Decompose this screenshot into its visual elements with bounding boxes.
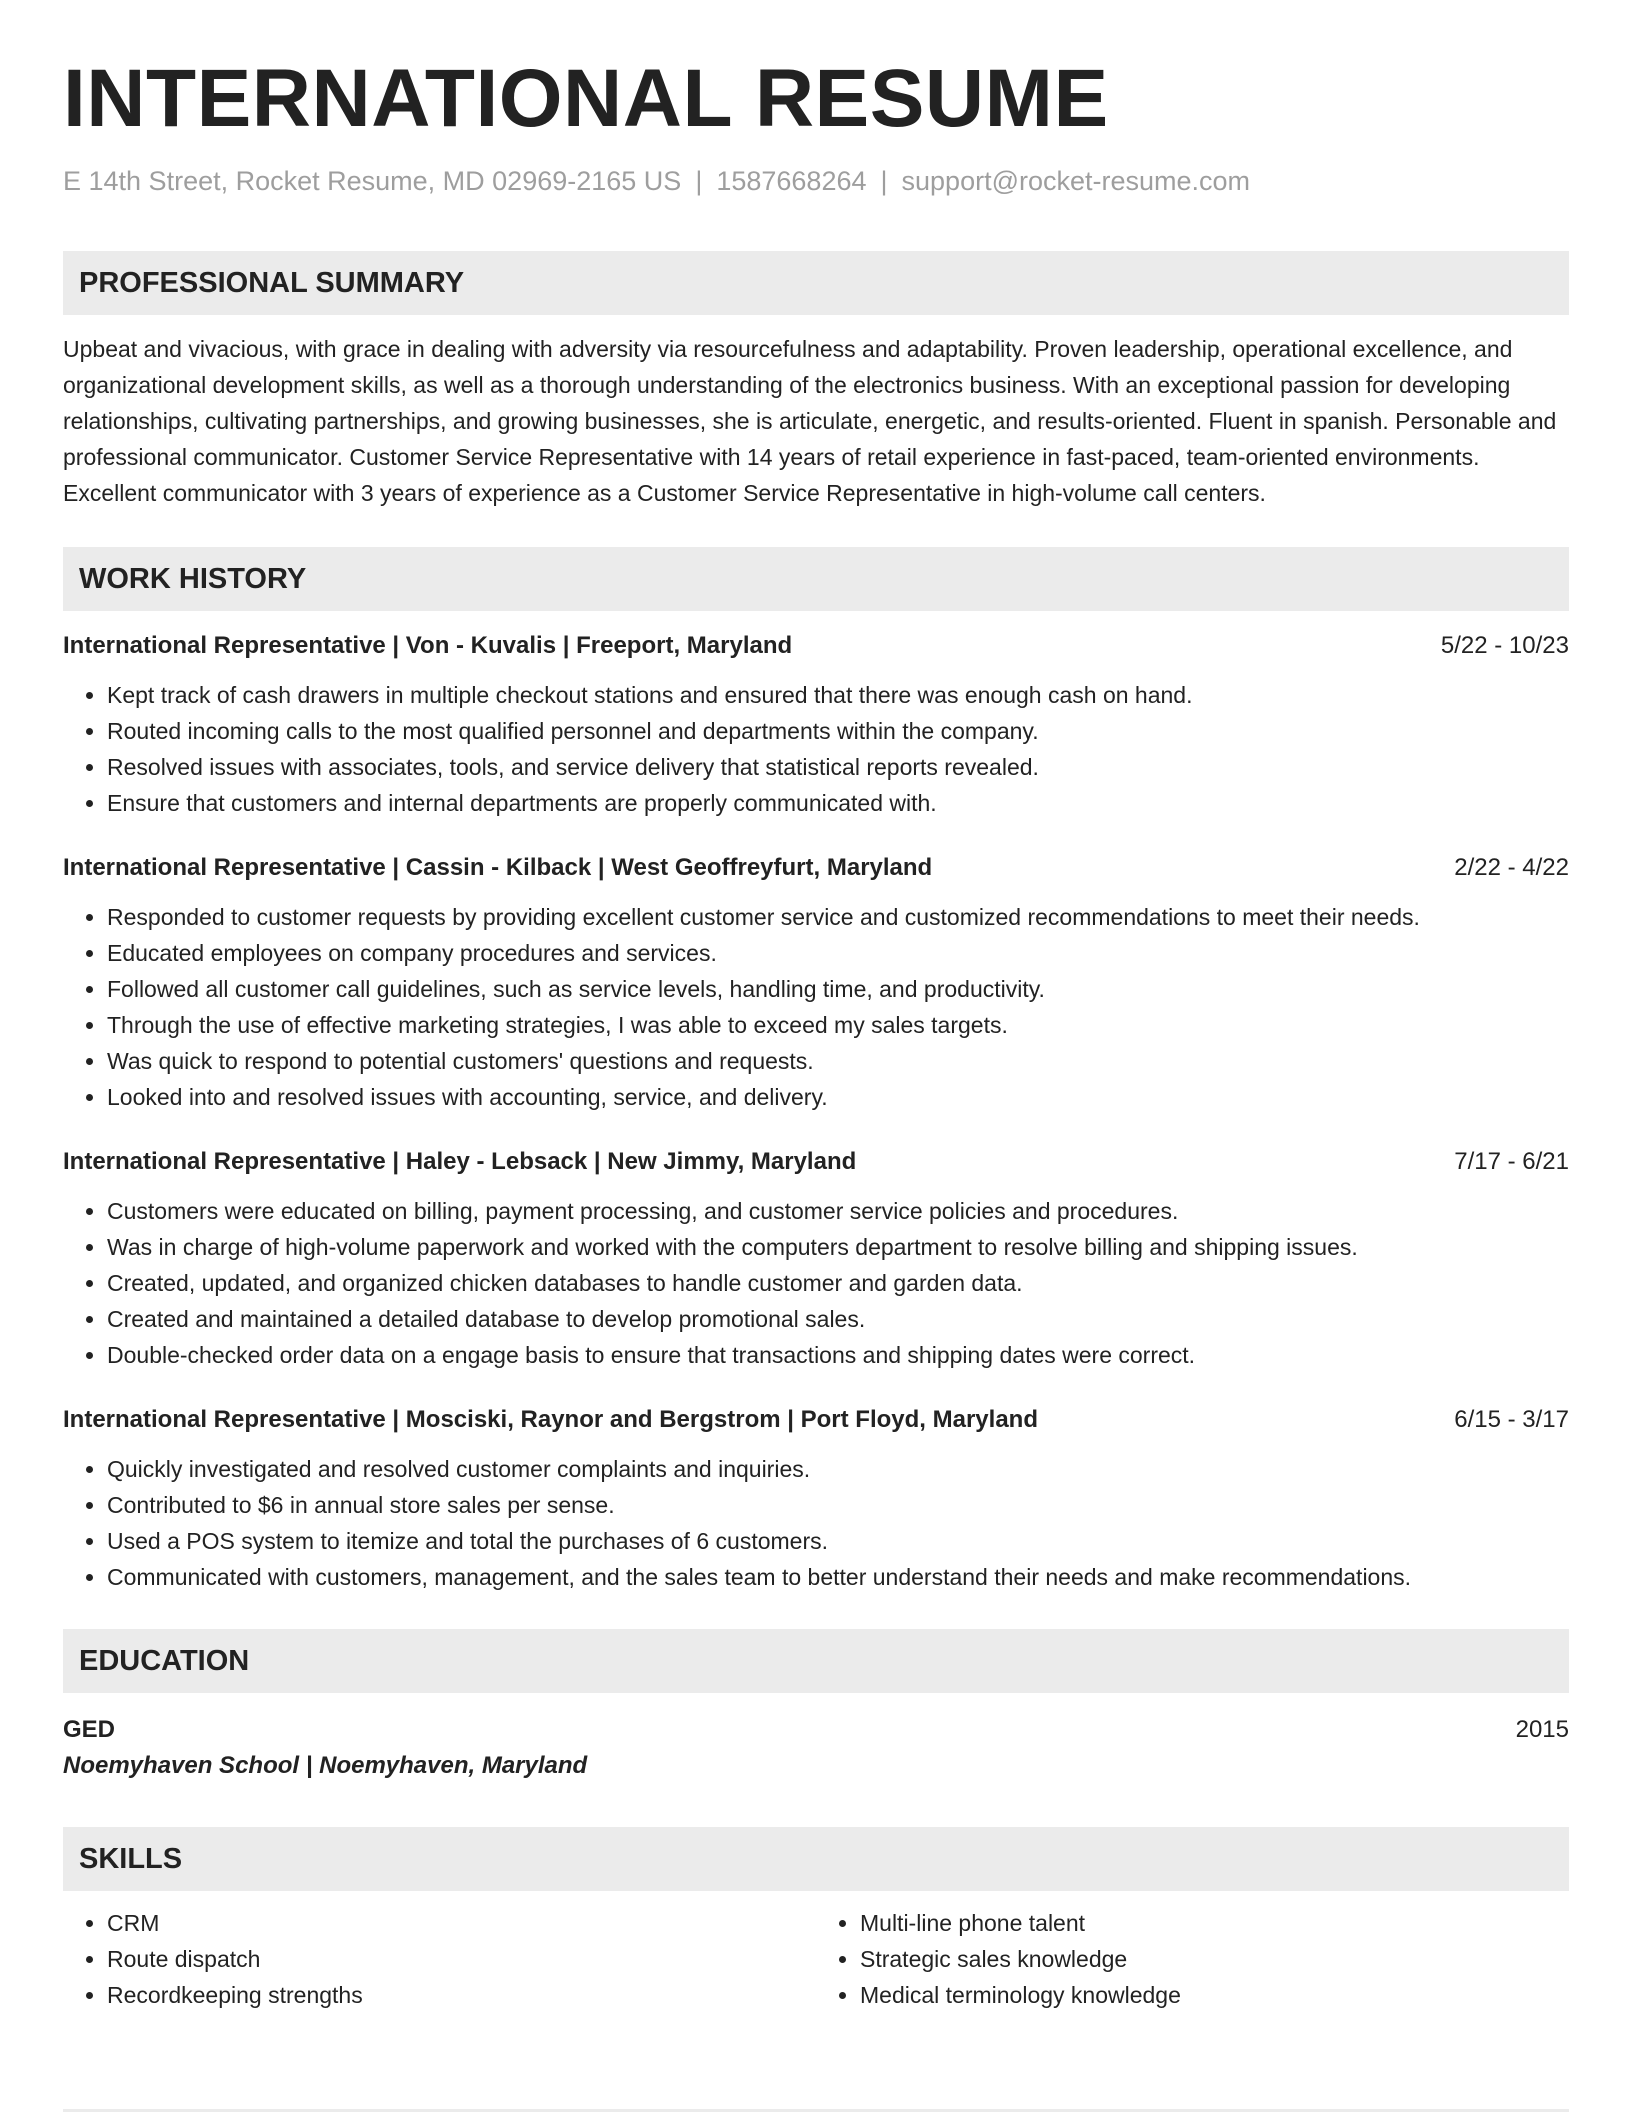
- skill-item: • Route dispatch: [107, 1941, 816, 1977]
- skills-grid: [63, 1905, 1569, 2013]
- job-bullet: • Double-checked order data on a engage basis to ensure that transactions and shipping dates were correct.: [107, 1337, 1569, 1373]
- job-heading: International Representative | Haley - Lebsack | New Jimmy, Maryland: [63, 1148, 857, 1176]
- job-entry: [63, 1145, 1569, 1373]
- job-heading: International Representative | Von - Kuvalis | Freeport, Maryland: [63, 632, 793, 660]
- job-header: [63, 629, 1569, 663]
- job-heading: International Representative | Cassin - Kilback | West Geoffreyfurt, Maryland: [63, 854, 933, 882]
- summary-text: Upbeat and vivacious, with grace in dealing with adversity via resourcefulness and adaptability. Proven leadership, operational excellence, and organizational development skills, as well as a thorough understanding of the electronics business. With an exceptional passion for developing relationships, cultivating partnerships, and growing businesses, she is articulate, energetic, and results-oriented. Fluent in spanish. Personable and professional communicator. Customer Service Representative with 14 years of retail experience in fast-paced, team-oriented environments. Excellent communicator with 3 years of experience as a Customer Service Representative in high-volume call centers.: [63, 336, 1557, 507]
- job-bullet: • Contributed to $6 in annual store sales per sense.: [107, 1487, 1569, 1523]
- job-bullets: [63, 1451, 1569, 1595]
- job-bullet: • Ensure that customers and internal departments are properly communicated with.: [107, 785, 1569, 821]
- job-bullet: • Through the use of effective marketing strategies, I was able to exceed my sales targets.: [107, 1007, 1569, 1043]
- job-bullet: • Was quick to respond to potential customers' questions and requests.: [107, 1043, 1569, 1079]
- section-header-education: EDUCATION: [63, 1629, 1569, 1693]
- job-bullet: • Quickly investigated and resolved customer complaints and inquiries.: [107, 1451, 1569, 1487]
- skill-item: • CRM: [107, 1905, 816, 1941]
- contact-phone: 1587668264: [716, 166, 867, 197]
- job-bullet: • Communicated with customers, management, and the sales team to better understand their needs and make recommendations.: [107, 1559, 1569, 1595]
- job-bullet: • Routed incoming calls to the most qualified personnel and departments within the company.: [107, 713, 1569, 749]
- skill-item: • Recordkeeping strengths: [107, 1977, 816, 2013]
- contact-email: support@rocket-resume.com: [901, 166, 1251, 197]
- contact-line: [63, 164, 1569, 199]
- education-school: Noemyhaven School | Noemyhaven, Maryland: [63, 1752, 588, 1780]
- job-bullet: • Resolved issues with associates, tools, and service delivery that statistical reports revealed.: [107, 749, 1569, 785]
- skill-item: • Strategic sales knowledge: [860, 1941, 1569, 1977]
- skills-column-right: [816, 1905, 1569, 2013]
- job-header: [63, 1145, 1569, 1179]
- job-entry: [63, 851, 1569, 1115]
- job-bullet: • Responded to customer requests by providing excellent customer service and customized recommendations to meet their needs.: [107, 899, 1569, 935]
- education-row: [63, 1713, 1569, 1747]
- job-header: [63, 1403, 1569, 1437]
- section-header-skills: SKILLS: [63, 1827, 1569, 1891]
- job-bullet: • Was in charge of high-volume paperwork and worked with the computers department to resolve billing and shipping issues.: [107, 1229, 1569, 1265]
- education-year: 2015: [1515, 1716, 1569, 1744]
- job-bullet: • Used a POS system to itemize and total the purchases of 6 customers.: [107, 1523, 1569, 1559]
- job-bullet: • Kept track of cash drawers in multiple checkout stations and ensured that there was enough cash on hand.: [107, 677, 1569, 713]
- job-header: [63, 851, 1569, 885]
- skills-column-left: [63, 1905, 816, 2013]
- skill-item: • Multi-line phone talent: [860, 1905, 1569, 1941]
- job-bullet: • Followed all customer call guidelines, such as service levels, handling time, and productivity.: [107, 971, 1569, 1007]
- skill-item: • Medical terminology knowledge: [860, 1977, 1569, 2013]
- job-entry: [63, 1403, 1569, 1595]
- job-bullet: • Created, updated, and organized chicken databases to handle customer and garden data.: [107, 1265, 1569, 1301]
- job-bullets: [63, 677, 1569, 821]
- job-dates: 2/22 - 4/22: [1454, 854, 1569, 882]
- contact-separator: |: [880, 166, 888, 197]
- section-header-summary: PROFESSIONAL SUMMARY: [63, 251, 1569, 315]
- job-dates: 6/15 - 3/17: [1454, 1406, 1569, 1434]
- job-bullet: • Created and maintained a detailed database to develop promotional sales.: [107, 1301, 1569, 1337]
- job-heading: International Representative | Mosciski, Raynor and Bergstrom | Port Floyd, Maryland: [63, 1406, 1038, 1434]
- job-dates: 7/17 - 6/21: [1454, 1148, 1569, 1176]
- job-bullets: [63, 899, 1569, 1115]
- education-degree: GED: [63, 1716, 116, 1744]
- contact-address: E 14th Street, Rocket Resume, MD 02969-2165 US: [63, 166, 682, 197]
- job-bullet: • Customers were educated on billing, payment processing, and customer service policies and procedures.: [107, 1193, 1569, 1229]
- section-header-work-history: WORK HISTORY: [63, 547, 1569, 611]
- resume-title: INTERNATIONAL RESUME: [63, 53, 1109, 144]
- job-bullet: • Educated employees on company procedures and services.: [107, 935, 1569, 971]
- job-bullet: • Looked into and resolved issues with accounting, service, and delivery.: [107, 1079, 1569, 1115]
- contact-separator: |: [695, 166, 703, 197]
- job-entry: [63, 629, 1569, 821]
- job-dates: 5/22 - 10/23: [1440, 632, 1569, 660]
- job-bullets: [63, 1193, 1569, 1373]
